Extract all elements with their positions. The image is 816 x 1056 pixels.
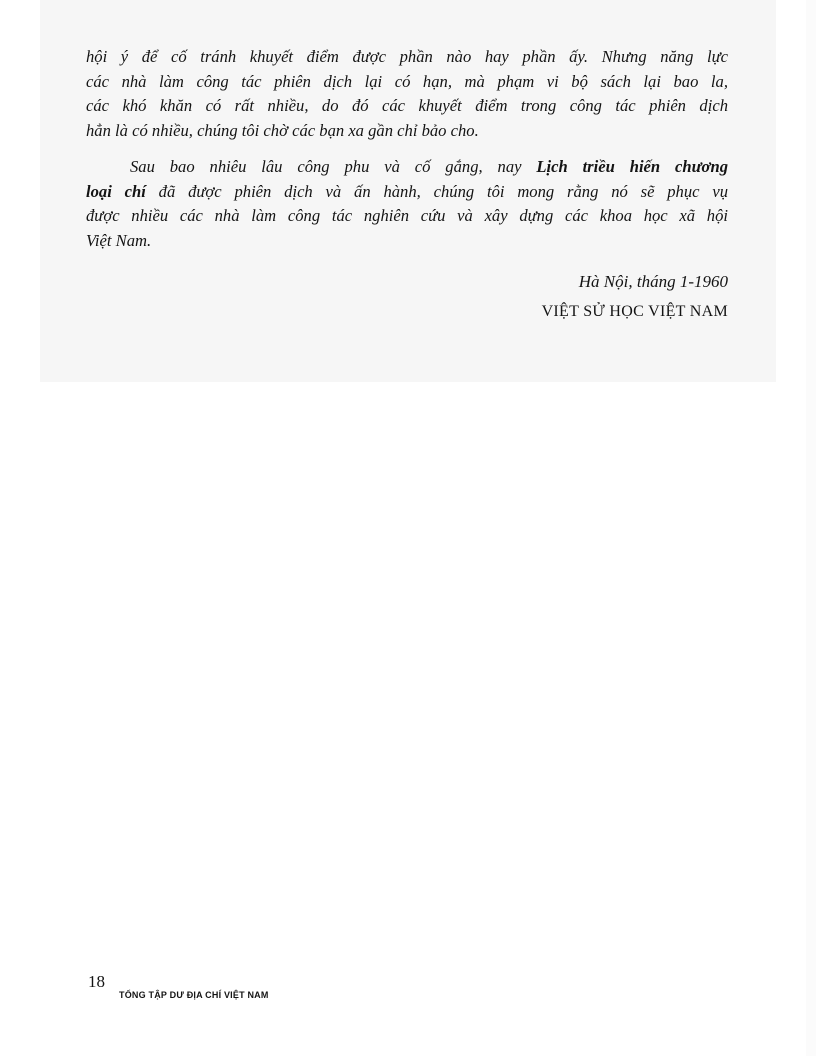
book-title-part-1: Lịch triều hiến chương	[536, 157, 728, 176]
paragraph-2-line-1	[86, 155, 728, 180]
paragraph-gap	[86, 143, 728, 155]
signature-organization: VIỆT SỬ HỌC VIỆT NAM	[541, 303, 728, 320]
paragraph-1-line-2: các nhà làm công tác phiên dịch lại có hạn, mà phạm vi bộ sách lại bao la,	[86, 71, 728, 91]
running-footer-title: TỔNG TẬP DƯ ĐỊA CHÍ VIỆT NAM	[119, 990, 269, 1000]
body-text	[86, 45, 728, 253]
paragraph-2-line-2	[86, 180, 728, 205]
paragraph-2-line-3: được nhiều các nhà làm công tác nghiên cứu và xây dựng các khoa học xã hội	[86, 206, 728, 225]
paragraph-2-intro: Sau bao nhiêu lâu công phu và cố gắng, nay	[130, 157, 537, 176]
paragraph-1-line-4: hẳn là có nhiều, chúng tôi chờ các bạn xa gần chỉ bảo cho.	[86, 120, 479, 140]
paragraph-1-line-3: các khó khăn có rất nhiều, do đó các khuyết điểm trong công tác phiên dịch	[86, 96, 728, 115]
page-number: 18	[88, 972, 105, 991]
scan-edge	[806, 0, 816, 1056]
paragraph-1-line-1: hội ý để cố tránh khuyết điểm được phần nào hay phần ấy. Nhưng năng lực	[86, 47, 728, 66]
paragraph-2-line-4: Việt Nam.	[86, 230, 152, 250]
book-title-part-2: loại chí	[86, 181, 146, 201]
paragraph-2-continuation: đã được phiên dịch và ấn hành, chúng tôi mong rằng nó sẽ phục vụ	[145, 181, 728, 201]
signature-place-date: Hà Nội, tháng 1-1960	[578, 272, 728, 291]
